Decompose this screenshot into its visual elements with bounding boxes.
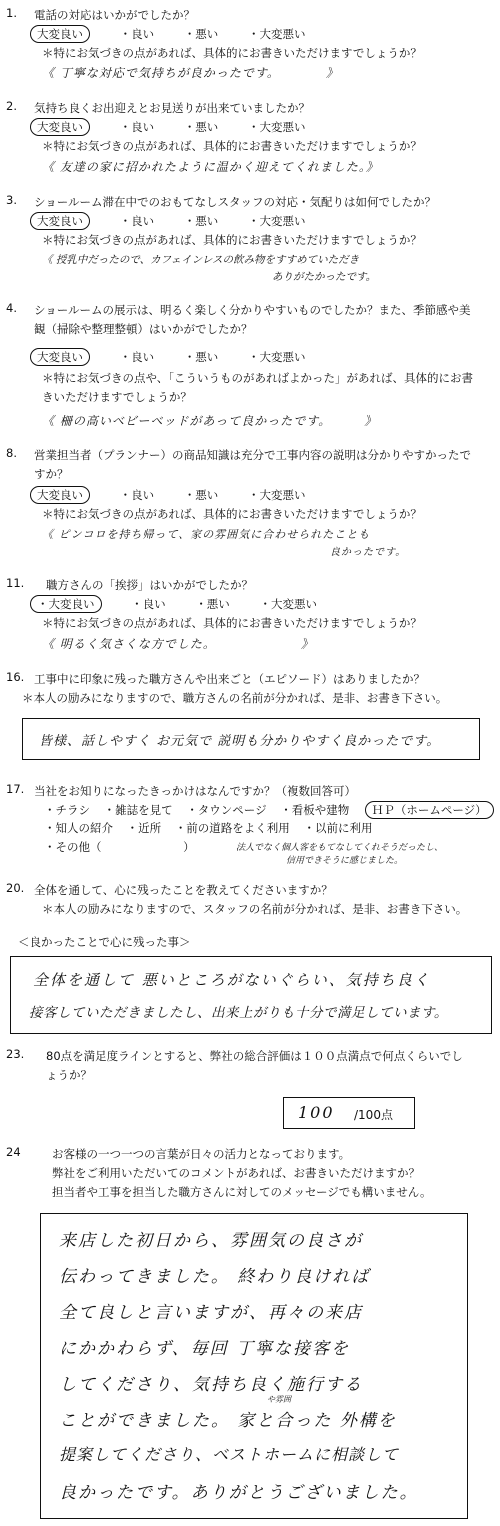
option-bad[interactable]: ・悪い <box>183 27 219 41</box>
question-number: 16. <box>6 670 25 684</box>
handwritten-answer: 皆様、話しやすく お元気で 説明も分かりやすく良かったです。 <box>39 734 441 749</box>
option-bad[interactable]: ・悪い <box>183 488 219 502</box>
question-note: ＊特にお気づきの点があれば、具体的にお書きいただけますでしょうか？ <box>42 46 422 60</box>
source-options-row2 <box>44 820 382 836</box>
question-text: ショールームの展示は、明るく楽しく分かりやすいものでしたか？また、季節感や美観（掃除や整理整頓）はいかがでしたか？ <box>34 303 471 336</box>
option-good[interactable]: ・良い <box>119 120 155 134</box>
rating-options <box>36 25 331 43</box>
question-number: 17. <box>6 782 25 796</box>
option-very-good-selected[interactable]: 大変良い <box>30 486 90 504</box>
answer-box-20 <box>10 956 492 1034</box>
question-number: 2. <box>6 99 17 113</box>
handwritten-line-3: 全て良しと言いますが、再々の来店 <box>59 1303 363 1323</box>
question-text: 80点を満足度ラインとすると、弊社の総合評価は１００点満点で何点くらいでしょうか？ <box>46 1049 463 1082</box>
question-text: 電話の対応はいかがでしたか？ <box>34 8 195 22</box>
question-text: 職方さんの「挨拶」はいかがでしたか？ <box>46 578 253 592</box>
question-text-2: 弊社をご利用いただいてのコメントがあれば、お書きいただけますか？ <box>52 1166 420 1180</box>
answer-box-16 <box>22 718 480 760</box>
question-text-1: お客様の一つ一つの言葉が日々の活力となっております。 <box>52 1147 351 1161</box>
option-signboard[interactable]: ・看板や建物 <box>280 803 350 817</box>
option-very-bad[interactable]: ・大変悪い <box>247 488 306 502</box>
question-note: ＊特にお気づきの点があれば、具体的にお書きいただけますでしょうか？ <box>42 616 422 630</box>
option-flyer[interactable]: ・チラシ <box>44 803 90 817</box>
handwritten-insertion: や雰囲 <box>267 1395 291 1404</box>
option-good[interactable]: ・良い <box>131 597 166 611</box>
source-options-row1 <box>44 801 494 819</box>
handwritten-answer: 《 明るく気さくな方でした。 》 <box>42 637 314 651</box>
option-very-good-selected[interactable]: ・大変良い <box>30 595 102 613</box>
question-text: 当社をお知りになったきっかけはなんですか？（複数回答可） <box>34 784 356 798</box>
option-bad[interactable]: ・悪い <box>195 597 230 611</box>
handwritten-line-5: してくださり、気持ち良く施行する <box>59 1375 363 1395</box>
question-text-3: 担当者や工事を担当した職方さんに対してのメッセージでも構いません。 <box>52 1185 432 1199</box>
question-text: 営業担当者（プランナー）の商品知識は充分で工事内容の説明は分かりやすかったですか？ <box>34 448 471 481</box>
question-text: ショールーム滞在中でのおもてなしスタッフの対応・気配りは如何でしたか？ <box>34 195 437 209</box>
handwritten-line-2: 伝わってきました。 終わり良ければ <box>59 1267 371 1287</box>
rating-options <box>36 486 331 504</box>
rating-options <box>36 595 343 613</box>
question-number: 23. <box>6 1047 25 1061</box>
handwritten-answer: 《 柵の高いベビーベッドがあって良かったです。 》 <box>42 414 378 428</box>
question-text: 気持ち良くお出迎えとお見送りが出来ていましたか？ <box>34 101 310 115</box>
handwritten-line-2: 接客していただきましたし、出来上がりも十分で満足しています。 <box>29 1005 448 1021</box>
option-other[interactable]: ・その他（ <box>44 840 102 854</box>
handwritten-line-8: 良かったです。ありがとうございました。 <box>59 1483 419 1503</box>
option-bad[interactable]: ・悪い <box>183 120 219 134</box>
option-neighborhood[interactable]: ・近所 <box>126 821 162 835</box>
question-number: 8. <box>6 446 17 460</box>
option-very-bad[interactable]: ・大変悪い <box>259 597 317 611</box>
handwritten-answer: 《 丁寧な対応で気持ちが良かったです。 》 <box>42 66 339 80</box>
question-note: ＊特にお気づきの点があれば、具体的にお書きいただけますでしょうか？ <box>42 139 422 153</box>
handwritten-answer: 《 ピンコロを持ち帰って、家の雰囲気に合わせられたことも <box>42 528 371 541</box>
question-note: ＊本人の励みになりますので、職方さんの名前が分かれば、是非、お書き下さい。 <box>22 691 448 705</box>
question-number: 11. <box>6 576 25 590</box>
option-good[interactable]: ・良い <box>119 350 155 364</box>
score-value: 100 <box>298 1103 335 1122</box>
score-suffix: /100点 <box>354 1108 393 1122</box>
section-heading: ＜良かったことで心に残った事＞ <box>18 935 191 949</box>
option-magazine[interactable]: ・雑誌を見て <box>103 803 173 817</box>
option-very-bad[interactable]: ・大変悪い <box>247 214 306 228</box>
question-number: 1. <box>6 6 17 20</box>
handwritten-note: 法人でなく個人客をもてなしてくれそうだったし、 <box>236 843 444 853</box>
option-homepage-selected[interactable]: ＨＰ（ホームページ） <box>365 801 494 819</box>
option-road[interactable]: ・前の道路をよく利用 <box>174 821 290 835</box>
handwritten-line-6: ことができました。 家と合った 外構を <box>59 1411 397 1431</box>
source-options-row3 <box>44 839 221 855</box>
score-box <box>283 1097 415 1129</box>
question-note: ＊特にお気づきの点があれば、具体的にお書きいただけますでしょうか？ <box>42 233 422 247</box>
option-bad[interactable]: ・悪い <box>183 214 219 228</box>
question-note: ＊本人の励みになりますので、スタッフの名前が分かれば、是非、お書き下さい。 <box>42 902 468 916</box>
handwritten-answer: 《 友達の家に招かれたように温かく迎えてくれました。》 <box>42 160 379 174</box>
rating-options <box>36 118 331 136</box>
option-very-good-selected[interactable]: 大変良い <box>30 118 90 136</box>
answer-box-24 <box>40 1213 468 1519</box>
option-very-good-selected[interactable]: 大変良い <box>30 348 90 366</box>
handwritten-answer-cont: 良かったです。 <box>330 547 407 558</box>
question-text: 全体を通して、心に残ったことを教えてくださいますか？ <box>34 883 333 897</box>
option-very-good-selected[interactable]: 大変良い <box>30 212 90 230</box>
question-text: 工事中に印象に残った職方さんや出来ごと（エピソード）はありましたか？ <box>34 672 425 686</box>
option-referral[interactable]: ・知人の紹介 <box>44 821 113 835</box>
option-good[interactable]: ・良い <box>119 214 155 228</box>
rating-options <box>36 348 331 366</box>
option-town-page[interactable]: ・タウンページ <box>186 803 267 817</box>
option-very-good-selected[interactable]: 大変良い <box>30 25 90 43</box>
option-good[interactable]: ・良い <box>119 488 155 502</box>
question-number: 20. <box>6 881 25 895</box>
rating-options <box>36 212 331 230</box>
handwritten-line-7: 提案してくださり、ベストホームに相談して <box>59 1445 400 1464</box>
option-previous-use[interactable]: ・以前に利用 <box>303 821 373 835</box>
option-good[interactable]: ・良い <box>119 27 155 41</box>
option-very-bad[interactable]: ・大変悪い <box>247 350 306 364</box>
handwritten-note-cont: 信用できそうに感じました。 <box>286 856 404 866</box>
option-bad[interactable]: ・悪い <box>183 350 219 364</box>
handwritten-answer-cont: ありがたかったです。 <box>272 271 377 283</box>
handwritten-line-4: にかかわらず、毎回 丁寧な接客を <box>59 1339 351 1359</box>
question-note: ＊特にお気づきの点や、「こういうものがあればよかった」があれば、具体的にお書きいただけますでしょうか？ <box>42 371 474 404</box>
question-number: 4. <box>6 301 17 315</box>
option-other-close: ） <box>183 840 195 854</box>
option-very-bad[interactable]: ・大変悪い <box>247 27 306 41</box>
question-number: 3. <box>6 193 17 207</box>
question-number: 24 <box>6 1145 21 1159</box>
handwritten-line-1: 全体を通して 悪いところがないぐらい、気持ち良く <box>33 971 431 989</box>
question-note: ＊特にお気づきの点があれば、具体的にお書きいただけますでしょうか？ <box>42 507 422 521</box>
handwritten-answer: 《 授乳中だったので、カフェインレスの飲み物をすすめていただき <box>42 254 360 266</box>
option-very-bad[interactable]: ・大変悪い <box>247 120 306 134</box>
handwritten-line-1: 来店した初日から、雰囲気の良さが <box>59 1231 363 1251</box>
